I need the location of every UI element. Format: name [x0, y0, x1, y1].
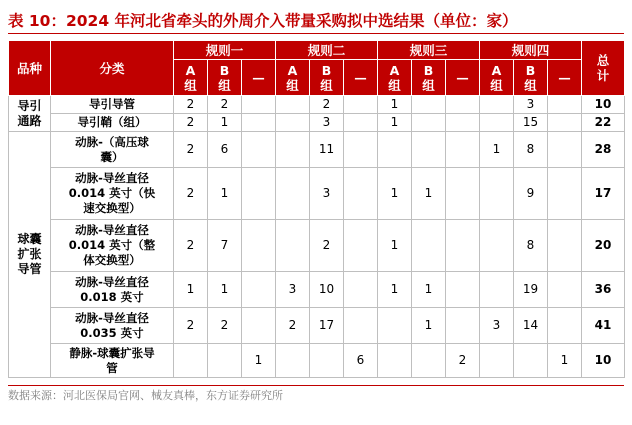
- value-cell: 2: [310, 96, 344, 114]
- value-cell: [480, 344, 514, 378]
- value-cell: 1: [378, 114, 412, 132]
- value-cell: [412, 114, 446, 132]
- value-cell: [514, 344, 548, 378]
- value-cell: 1: [378, 96, 412, 114]
- table-row: [9, 308, 625, 344]
- value-cell: 11: [310, 132, 344, 168]
- value-cell: [446, 272, 480, 308]
- subheader-rule2-b: B 组: [310, 60, 344, 96]
- subheader-rule2-a: A 组: [276, 60, 310, 96]
- value-cell: 2: [174, 96, 208, 114]
- value-cell: [344, 220, 378, 272]
- table-row: [9, 344, 625, 378]
- value-cell: [276, 96, 310, 114]
- value-cell: 2: [208, 308, 242, 344]
- header-rule-1: 规则一: [174, 41, 276, 60]
- table-row: [9, 96, 625, 114]
- value-cell: 1: [242, 344, 276, 378]
- value-cell: 10: [310, 272, 344, 308]
- subheader-rule1-a: A 组: [174, 60, 208, 96]
- header-rule-3: 规则三: [378, 41, 480, 60]
- value-cell: 2: [174, 114, 208, 132]
- value-cell: [480, 168, 514, 220]
- value-cell: [548, 114, 582, 132]
- procurement-results-table: [8, 40, 625, 378]
- value-cell: [548, 96, 582, 114]
- value-cell: [242, 96, 276, 114]
- value-cell: [446, 96, 480, 114]
- value-cell: [446, 308, 480, 344]
- value-cell: [446, 114, 480, 132]
- value-cell: 1: [412, 168, 446, 220]
- value-cell: [242, 308, 276, 344]
- value-cell: 2: [208, 96, 242, 114]
- total-cell: 22: [582, 114, 625, 132]
- value-cell: [446, 168, 480, 220]
- value-cell: [344, 132, 378, 168]
- value-cell: [412, 96, 446, 114]
- value-cell: [480, 114, 514, 132]
- subheader-rule3-a: A 组: [378, 60, 412, 96]
- value-cell: 19: [514, 272, 548, 308]
- table-title: 表 10：2024 年河北省牵头的外周介入带量采购拟中选结果（单位：家）: [8, 8, 624, 34]
- value-cell: 2: [174, 132, 208, 168]
- value-cell: [548, 132, 582, 168]
- value-cell: [378, 132, 412, 168]
- value-cell: 1: [378, 220, 412, 272]
- total-cell: 17: [582, 168, 625, 220]
- value-cell: [548, 168, 582, 220]
- value-cell: 9: [514, 168, 548, 220]
- value-cell: 3: [310, 168, 344, 220]
- class-cell: 导引鞘（组）: [51, 114, 174, 132]
- value-cell: 3: [514, 96, 548, 114]
- value-cell: [344, 272, 378, 308]
- value-cell: [242, 272, 276, 308]
- value-cell: 1: [412, 272, 446, 308]
- total-cell: 10: [582, 96, 625, 114]
- subheader-rule4-none: —: [548, 60, 582, 96]
- value-cell: 1: [208, 272, 242, 308]
- total-cell: 41: [582, 308, 625, 344]
- subheader-rule3-none: —: [446, 60, 480, 96]
- class-cell: 动脉-导丝直径 0.035 英寸: [51, 308, 174, 344]
- total-cell: 28: [582, 132, 625, 168]
- total-cell: 36: [582, 272, 625, 308]
- type-cell: 球囊 扩张 导管: [9, 132, 51, 378]
- value-cell: [242, 168, 276, 220]
- value-cell: 2: [174, 308, 208, 344]
- source-note: 数据来源：河北医保局官网、械友真棒，东方证券研究所: [8, 385, 624, 407]
- value-cell: [344, 96, 378, 114]
- value-cell: [480, 220, 514, 272]
- value-cell: 1: [480, 132, 514, 168]
- table-row: [9, 114, 625, 132]
- value-cell: [242, 220, 276, 272]
- value-cell: [344, 114, 378, 132]
- value-cell: 1: [208, 168, 242, 220]
- value-cell: 7: [208, 220, 242, 272]
- table-row: [9, 168, 625, 220]
- value-cell: 3: [310, 114, 344, 132]
- value-cell: [446, 132, 480, 168]
- value-cell: [412, 132, 446, 168]
- table-row: [9, 272, 625, 308]
- value-cell: [412, 220, 446, 272]
- table-row: [9, 220, 625, 272]
- value-cell: [378, 308, 412, 344]
- value-cell: [378, 344, 412, 378]
- value-cell: [310, 344, 344, 378]
- header-class: 分类: [51, 41, 174, 96]
- value-cell: [480, 96, 514, 114]
- class-cell: 动脉-（高压球 囊）: [51, 132, 174, 168]
- value-cell: 2: [310, 220, 344, 272]
- value-cell: [276, 114, 310, 132]
- value-cell: 17: [310, 308, 344, 344]
- header-type: 品种: [9, 41, 51, 96]
- value-cell: [276, 168, 310, 220]
- value-cell: [548, 308, 582, 344]
- type-cell: 导引 通路: [9, 96, 51, 132]
- header-rule-4: 规则四: [480, 41, 582, 60]
- value-cell: [276, 344, 310, 378]
- header-rule-2: 规则二: [276, 41, 378, 60]
- value-cell: [242, 114, 276, 132]
- value-cell: [344, 168, 378, 220]
- subheader-rule3-b: B 组: [412, 60, 446, 96]
- value-cell: [344, 308, 378, 344]
- value-cell: [208, 344, 242, 378]
- subheader-rule1-b: B 组: [208, 60, 242, 96]
- value-cell: 2: [446, 344, 480, 378]
- value-cell: [412, 344, 446, 378]
- subheader-rule1-none: —: [242, 60, 276, 96]
- value-cell: 6: [208, 132, 242, 168]
- subheader-rule4-b: B 组: [514, 60, 548, 96]
- value-cell: 8: [514, 132, 548, 168]
- value-cell: [446, 220, 480, 272]
- value-cell: [480, 272, 514, 308]
- value-cell: [276, 132, 310, 168]
- value-cell: 3: [480, 308, 514, 344]
- class-cell: 动脉-导丝直径 0.014 英寸（快 速交换型）: [51, 168, 174, 220]
- value-cell: 1: [208, 114, 242, 132]
- table-body: [9, 96, 625, 378]
- value-cell: 3: [276, 272, 310, 308]
- value-cell: 6: [344, 344, 378, 378]
- value-cell: 1: [378, 168, 412, 220]
- value-cell: 1: [412, 308, 446, 344]
- total-cell: 10: [582, 344, 625, 378]
- value-cell: 1: [174, 272, 208, 308]
- value-cell: 2: [276, 308, 310, 344]
- class-cell: 动脉-导丝直径 0.018 英寸: [51, 272, 174, 308]
- class-cell: 动脉-导丝直径 0.014 英寸（整 体交换型）: [51, 220, 174, 272]
- class-cell: 导引导管: [51, 96, 174, 114]
- value-cell: 2: [174, 220, 208, 272]
- value-cell: 8: [514, 220, 548, 272]
- value-cell: 1: [378, 272, 412, 308]
- subheader-rule2-none: —: [344, 60, 378, 96]
- value-cell: 1: [548, 344, 582, 378]
- header-total: 总 计: [582, 41, 625, 96]
- total-cell: 20: [582, 220, 625, 272]
- value-cell: [276, 220, 310, 272]
- table-row: [9, 132, 625, 168]
- class-cell: 静脉-球囊扩张导 管: [51, 344, 174, 378]
- value-cell: [548, 220, 582, 272]
- value-cell: [242, 132, 276, 168]
- value-cell: [548, 272, 582, 308]
- value-cell: 15: [514, 114, 548, 132]
- value-cell: 14: [514, 308, 548, 344]
- subheader-rule4-a: A 组: [480, 60, 514, 96]
- value-cell: 2: [174, 168, 208, 220]
- value-cell: [174, 344, 208, 378]
